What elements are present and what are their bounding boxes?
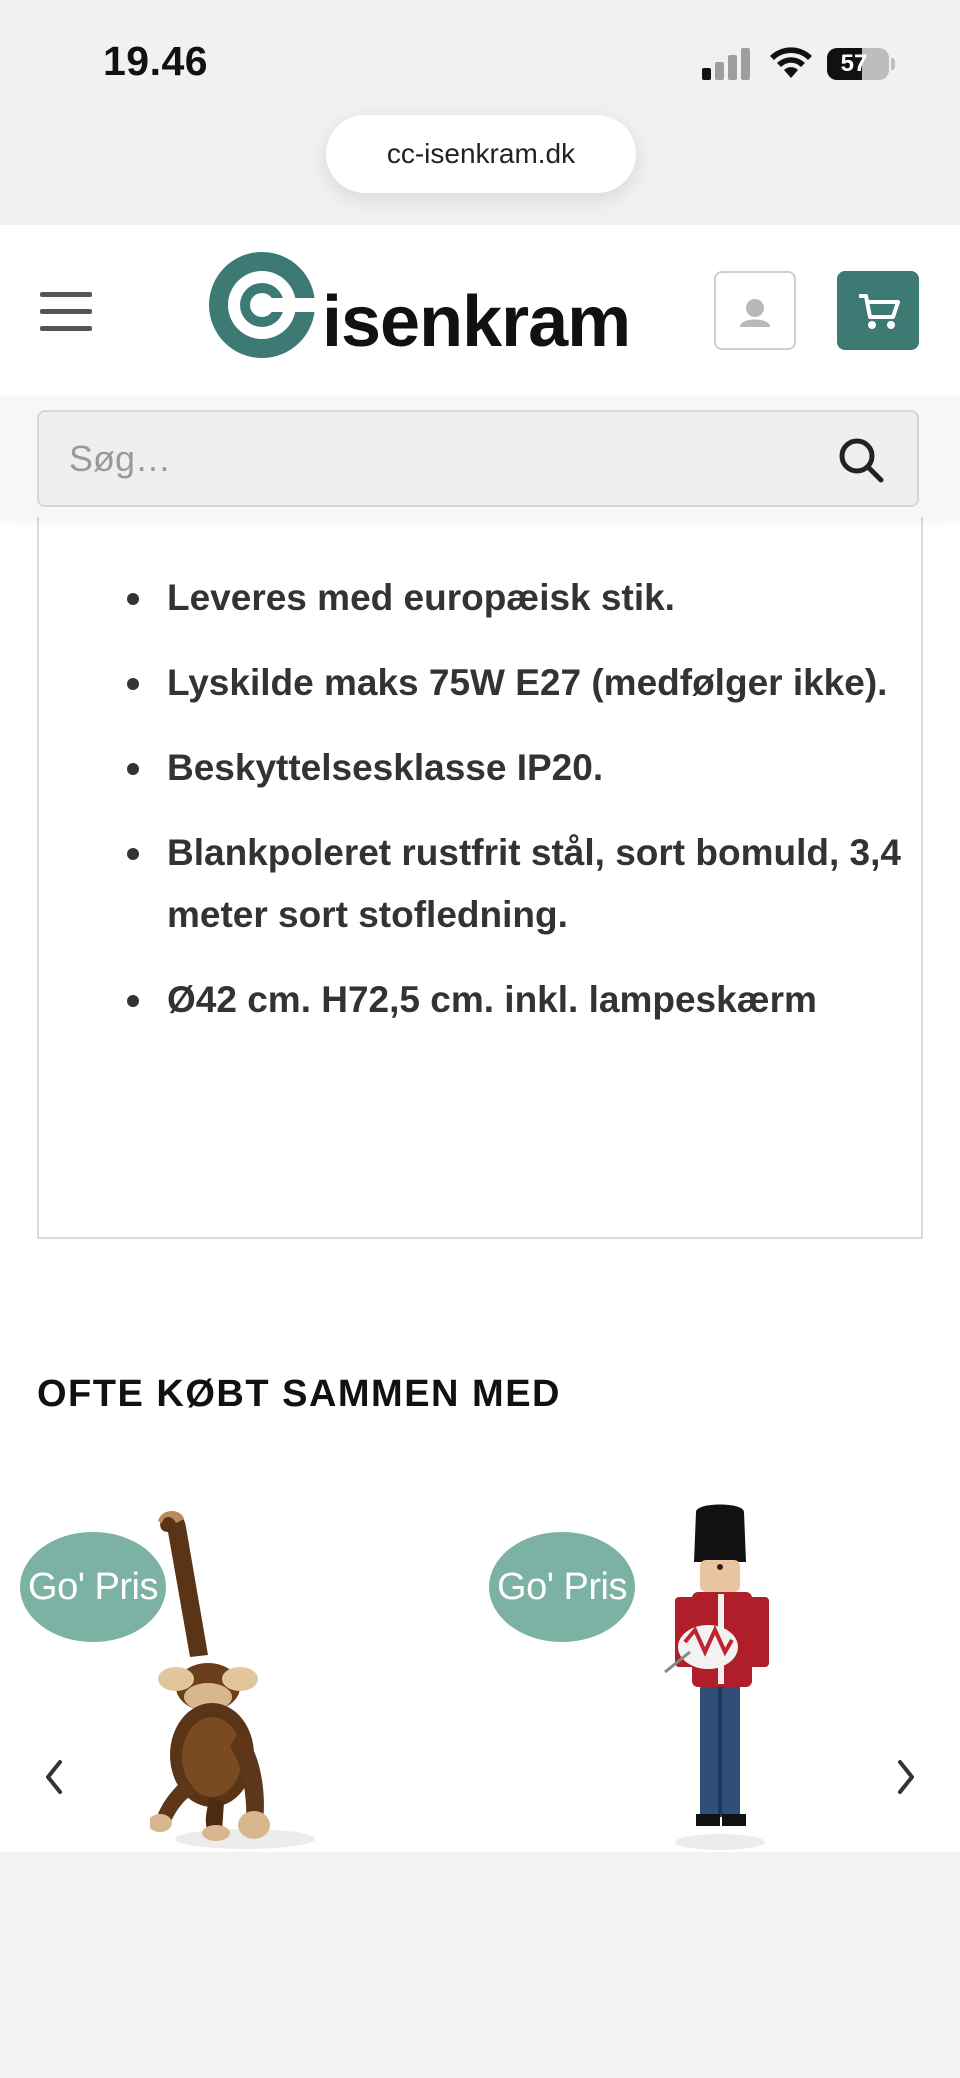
cellular-signal-icon	[702, 48, 752, 80]
url-bar[interactable]: cc-isenkram.dk	[326, 115, 636, 193]
search-input[interactable]	[37, 410, 919, 507]
section-title: OFTE KØBT SAMMEN MED	[37, 1373, 561, 1415]
search-area	[0, 397, 960, 517]
carousel-next-arrow-icon[interactable]	[890, 1752, 924, 1802]
price-badge: Go' Pris	[489, 1532, 635, 1642]
product-card[interactable]	[470, 1477, 910, 1852]
battery-tip	[891, 58, 895, 70]
product-details-list	[167, 567, 907, 1054]
list-item: Ø42 cm. H72,5 cm. inkl. lampeskærm	[167, 969, 907, 1031]
status-bar	[0, 0, 960, 115]
logo[interactable]	[207, 250, 631, 365]
list-item: Leveres med europæisk stik.	[167, 567, 907, 629]
search-icon[interactable]	[836, 435, 886, 485]
cart-icon	[837, 271, 919, 350]
status-time: 19.46	[103, 38, 209, 84]
site-header	[0, 225, 960, 397]
logo-text: isenkram	[322, 282, 631, 362]
user-icon	[716, 273, 798, 352]
menu-icon[interactable]	[40, 292, 92, 332]
list-item: Blankpoleret rustfrit stål, sort bomuld, 3,4 meter sort stofledning.	[167, 822, 907, 946]
price-badge: Go' Pris	[20, 1532, 166, 1642]
list-item: Beskyttelsesklasse IP20.	[167, 737, 907, 799]
guardsman-figure-icon	[650, 1502, 790, 1852]
carousel-prev-arrow-icon[interactable]	[36, 1752, 70, 1802]
product-details-box	[37, 507, 923, 1239]
logo-mark-icon	[207, 250, 317, 360]
list-item: Lyskilde maks 75W E27 (medfølger ikke).	[167, 652, 907, 714]
page-content	[0, 517, 960, 1852]
battery-level-text: 57	[840, 50, 868, 77]
wifi-icon	[768, 44, 814, 80]
battery-icon	[827, 48, 889, 80]
cart-button[interactable]	[837, 271, 919, 350]
browser-url-area	[0, 115, 960, 225]
account-button[interactable]	[714, 271, 796, 350]
wooden-monkey-icon	[150, 1507, 340, 1852]
